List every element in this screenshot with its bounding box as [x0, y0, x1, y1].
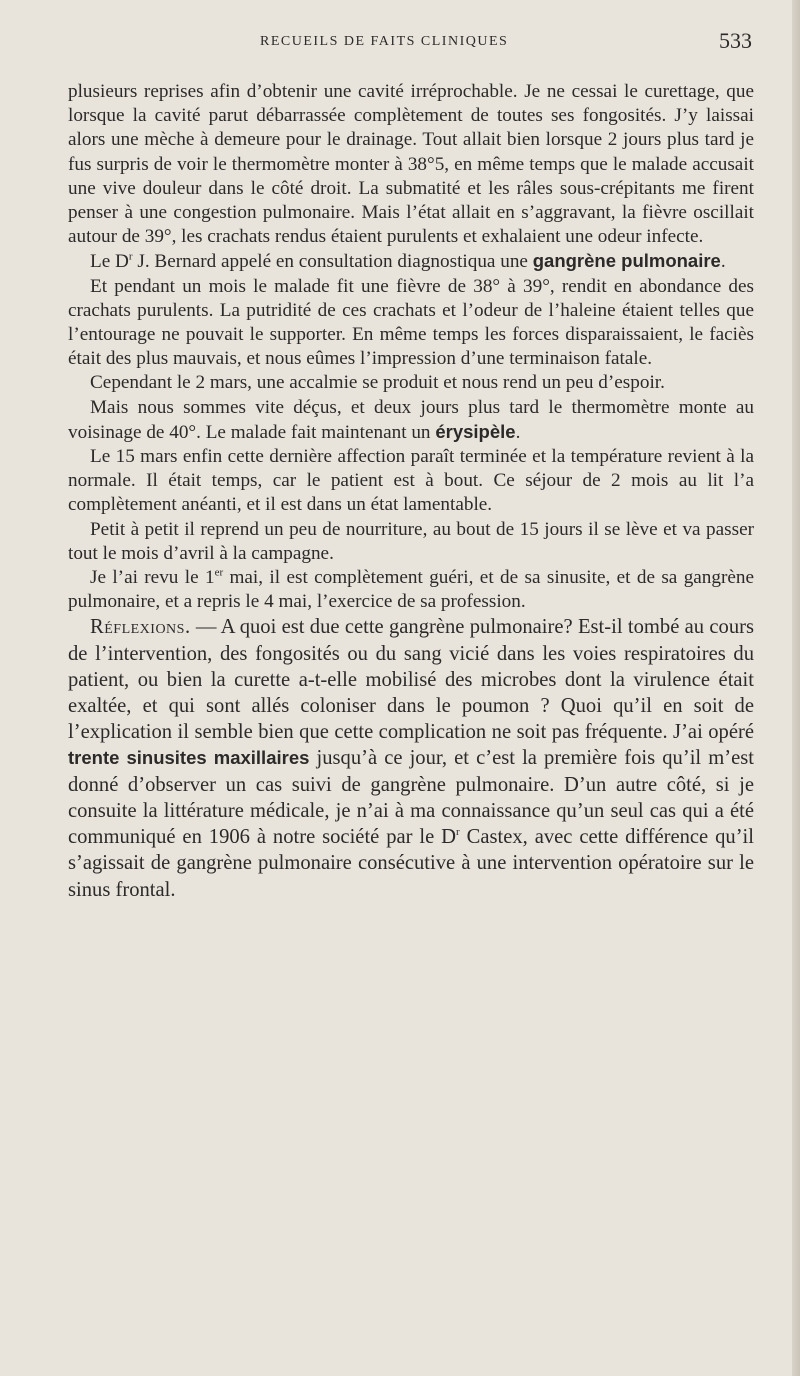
- paragraph: [68, 80, 754, 249]
- paragraph: [68, 249, 754, 274]
- running-title: RECUEILS DE FAITS CLINIQUES: [260, 34, 509, 49]
- text-run: Cependant le 2 mars, une accalmie se produit et nous rend un peu d’espoir.: [90, 372, 665, 394]
- superscript: r: [456, 826, 460, 839]
- paragraph: [68, 275, 754, 372]
- text-run: Le 15 mars enfin cette dernière affection paraît terminée et la température revient à la normale. Il était temps, car le patient est à bout. Ce séjour de 2 mois au lit l’a complètement anéanti, et il est dans un état lamentable.: [68, 446, 754, 516]
- text-run: — A quoi est due cette gangrène pulmonaire? Est-il tombé au cours de l’intervention, des fongosités ou du sang vicié dans les voies respiratoires du patient, ou bien la curette a-t-elle mobilisé des microbes dont la virulence était exaltée, et qui sont allés coloniser dans le poumon ? Quoi qu’il en soit de l’explication il semble bien que cette complication ne soit pas fréquente. J’ai opéré: [68, 616, 754, 744]
- paragraph: [68, 518, 754, 566]
- emphasized-term: érysipèle: [435, 420, 516, 442]
- text-run: mai, il est complètement guéri, et de sa sinusite, et de sa gangrène pulmonaire, et a repris le 4 mai, l’exercice de sa profession.: [68, 567, 755, 613]
- text-run: .: [515, 421, 521, 443]
- emphasized-term: gangrène pulmonaire: [532, 250, 721, 272]
- superscript: er: [214, 566, 224, 579]
- page-edge: [792, 0, 800, 1376]
- emphasized-term: trente sinusites maxillaires: [68, 747, 310, 769]
- paragraph: [68, 445, 754, 518]
- body-text: [68, 80, 754, 903]
- text-run: jusqu’à ce jour, et c’est la première fois qu’il m’est donné d’observer un cas suivi de gangrène pulmonaire. D’un autre côté, si je consuite la littérature médicale, je n’ai à ma connaissance qu’un seul cas qui a été communiqué en 1906 à notre société par le D: [68, 747, 754, 849]
- paragraph: [68, 614, 754, 902]
- page-number: 533: [719, 28, 752, 53]
- paragraph: [68, 371, 754, 395]
- text-run: Castex, avec cette différence qu’il s’agissait de gangrène pulmonaire consécutive à une intervention opératoire sur le sinus frontal.: [68, 826, 754, 901]
- text-run: Petit à petit il reprend un peu de nourriture, au bout de 15 jours il se lève et va passer tout le mois d’avril à la campagne.: [68, 518, 754, 564]
- text-run: Le D: [90, 251, 129, 273]
- page-header: [68, 28, 752, 58]
- text-run: Mais nous sommes vite déçus, et deux jours plus tard le thermomètre monte au voisinage de 40°. Le malade fait maintenant un: [68, 396, 754, 443]
- text-run: Et pendant un mois le malade fit une fièvre de 38° à 39°, rendit en abondance des crachats purulents. La putridité de ces crachats et l’odeur de l’haleine étaient telles que l’entourage ne pouvait le supporter. En même temps les forces disparaissaient, le faciès était des plus mauvais, et nous eûmes l’impression d’une terminaison fatale.: [68, 275, 754, 370]
- section-label: Réflexions.: [90, 616, 191, 639]
- text-run: Je l’ai revu le 1: [90, 567, 215, 589]
- text-run: J. Bernard appelé en consultation diagnostiqua une: [132, 251, 533, 273]
- text-run: plusieurs reprises afin d’obtenir une cavité irréprochable. Je ne cessai le curettage, que lorsque la cavité parut débarrassée complètement de toutes ses fongosités. J’y laissai alors une mèche à demeure pour le drainage. Tout allait bien lorsque 2 jours plus tard je fus surpris de voir le thermomètre monter à 38°5, en même temps que le malade accusait une vive douleur dans le côté droit. La submatité et les râles sous-crépitants me firent penser à une congestion pulmonaire. Mais l’état allait en s’aggravant, la fièvre oscillait autour de 39°, les crachats rendus étaient purulents et exhalaient une odeur infecte.: [68, 81, 754, 248]
- text-run: .: [720, 251, 726, 273]
- paragraph: [68, 566, 754, 614]
- superscript: r: [128, 251, 133, 264]
- paragraph: [68, 396, 754, 445]
